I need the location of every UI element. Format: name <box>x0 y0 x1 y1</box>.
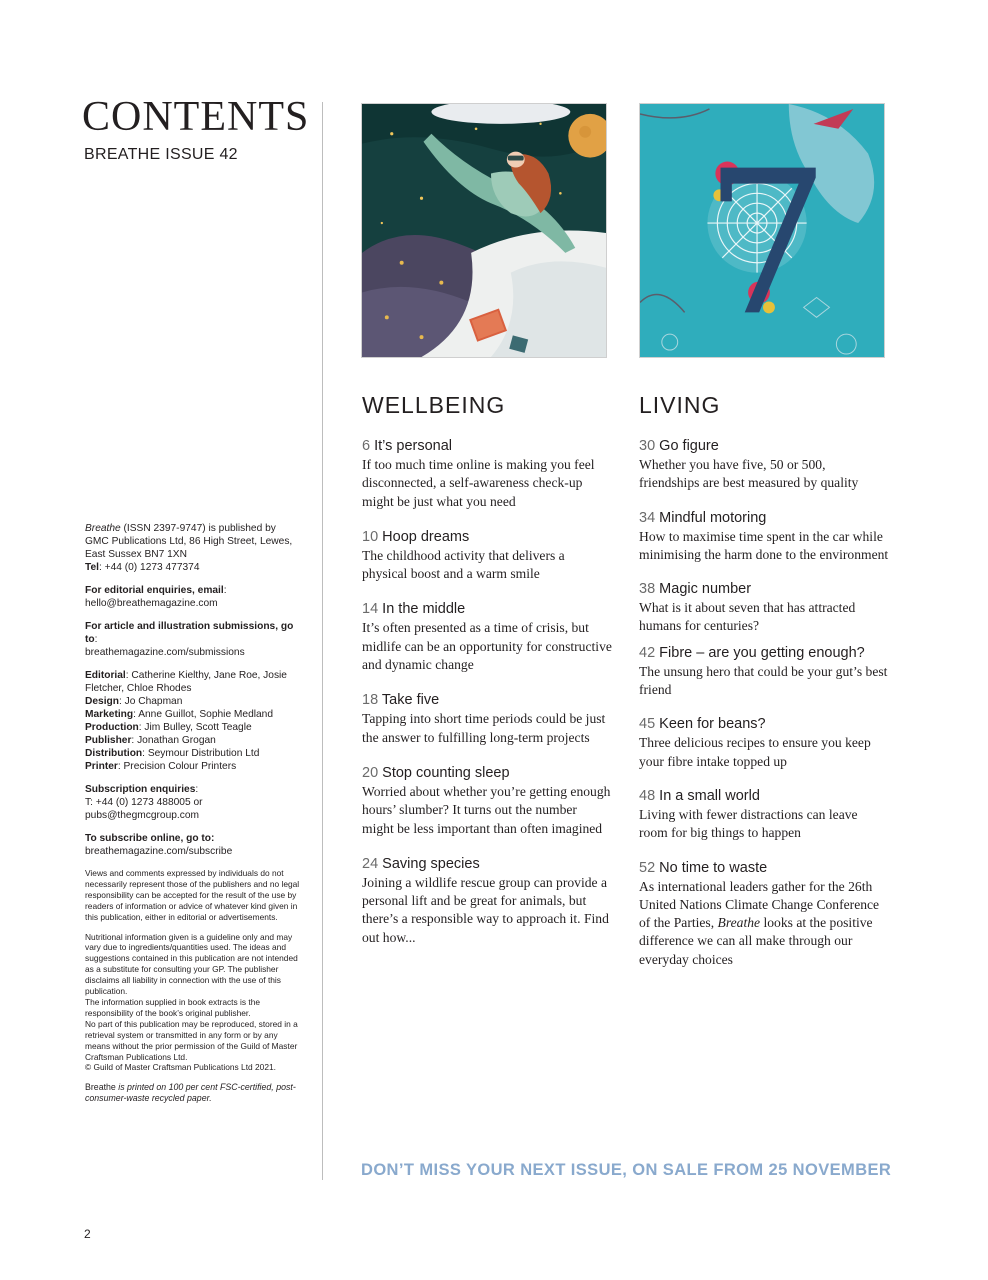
toc-entry[interactable] <box>362 855 612 947</box>
subscribe-label: To subscribe online, go to: <box>85 833 215 844</box>
entry-page: 20 <box>362 764 379 781</box>
entry-page: 52 <box>639 859 656 876</box>
entry-page: 48 <box>639 787 656 804</box>
toc-entry[interactable] <box>639 509 889 565</box>
toc-entry[interactable] <box>362 437 612 511</box>
disclaimer-views: Views and comments expressed by individuals do not necessarily represent those of the publishers and no legal responsibility can be accepted for the result of the use by readers of information or advice of whatever kind given in this publication, either in editorial or advertisements. <box>85 868 300 922</box>
entry-description: Living with fewer distractions can leave room for big things to happen <box>639 806 858 841</box>
submissions-info <box>85 620 300 659</box>
toc-entry[interactable] <box>362 600 612 674</box>
living-heading: LIVING <box>639 392 721 418</box>
entry-title: Stop counting sleep <box>382 764 510 781</box>
credit-names: : Catherine Kielthy, Jane Roe, Josie Fletcher, Chloe Rhodes <box>85 670 287 694</box>
paper-note-text: is printed on 100 per cent FSC-certified, post-consumer-waste recycled paper. <box>85 1082 296 1104</box>
page-number: 2 <box>84 1227 91 1241</box>
entry-description <box>639 878 889 969</box>
entry-page: 45 <box>639 716 656 733</box>
credit-names: : Jo Chapman <box>118 696 183 707</box>
toc-entry[interactable] <box>639 580 889 636</box>
editorial-enquiries <box>85 584 300 610</box>
entry-title: Saving species <box>382 855 480 872</box>
editorial-label: For editorial enquiries, email <box>85 585 224 596</box>
subscribe-online <box>85 832 300 858</box>
credit-role: Editorial <box>85 670 126 681</box>
entry-description: Joining a wildlife rescue group can provide a personal lift and be great for animals, but there’s a responsible way to approach it. Find out how... <box>362 874 609 945</box>
entry-title: In a small world <box>659 787 760 804</box>
disclaimer-copy: No part of this publication may be reproduced, stored in a retrieval system or transmitted in any form or by any means without the prior permission of the Guild of Master Craftsman Publications Ltd. <box>85 1018 298 1062</box>
subscription-colon: : <box>195 784 199 795</box>
entry-description: The unsung hero that could be your gut’s best friend <box>639 663 888 698</box>
toc-entry[interactable] <box>362 764 612 838</box>
publisher-brand: Breathe <box>85 523 121 534</box>
credit-names: : Seymour Distribution Ltd <box>142 748 260 759</box>
submissions-colon: : <box>94 634 98 645</box>
subscription-label: Subscription enquiries <box>85 784 196 795</box>
entry-page: 42 <box>639 644 656 661</box>
submissions-url: breathemagazine.com/submissions <box>85 647 245 658</box>
entry-description: The childhood activity that delivers a physical boost and a warm smile <box>362 547 565 582</box>
entry-description-part: looks at the positive difference we can all make through our everyday choices <box>639 915 873 967</box>
toc-entry[interactable] <box>639 644 889 700</box>
entry-title: It’s personal <box>374 438 453 454</box>
credit-role: Production <box>85 722 139 733</box>
tel-value: : +44 (0) 1273 477374 <box>98 562 200 573</box>
subscription-enquiries <box>85 783 300 822</box>
disclaimer-extracts: The information supplied in book extracts is the responsibility of the book’s original publisher. <box>85 996 261 1018</box>
column-divider <box>322 102 323 1180</box>
paper-brand: Breathe <box>85 1082 116 1093</box>
toc-entry[interactable] <box>362 691 612 747</box>
tel-label: Tel <box>85 562 99 573</box>
paper-note <box>85 1082 300 1104</box>
entry-title: No time to waste <box>659 859 768 876</box>
wellbeing-heading: WELLBEING <box>362 392 506 418</box>
disclaimer-nutrition: Nutritional information given is a guideline only and may vary due to ingredients/quantities used. The ideas and suggestions contained in this publication are not intended as a substitute for consulting your GP. The publisher disclaims all liability in connection with the use of this publication. <box>85 931 298 997</box>
entry-description: Three delicious recipes to ensure you keep your fibre intake topped up <box>639 735 871 769</box>
wellbeing-section <box>362 392 612 964</box>
entry-description: Tapping into short time periods could be just the answer to fulfilling long-term projects <box>362 711 606 745</box>
number-seven-illustration <box>640 104 884 357</box>
credit-role: Design <box>85 696 119 707</box>
entry-description: Whether you have five, 50 or 500, friendships are best measured by quality <box>639 457 859 491</box>
entry-title: Go figure <box>659 438 719 454</box>
entry-page: 24 <box>362 855 379 872</box>
entry-description: What is it about seven that has attracted humans for centuries? <box>639 600 856 634</box>
entry-page: 34 <box>639 509 656 526</box>
credit-names: : Precision Colour Printers <box>117 761 237 772</box>
entry-title: In the middle <box>382 601 466 618</box>
page-title: CONTENTS <box>82 94 310 140</box>
entry-title: Take five <box>381 692 440 709</box>
credit-role: Marketing <box>85 709 134 720</box>
entry-page: 18 <box>362 692 379 709</box>
brand-name: Breathe <box>717 915 761 931</box>
imprint-block <box>85 522 300 1113</box>
entry-title: Mindful motoring <box>659 509 767 526</box>
credit-names: : Jim Bulley, Scott Teagle <box>138 722 252 733</box>
living-illustration <box>639 103 885 358</box>
toc-entry[interactable] <box>362 528 612 584</box>
copyright: © Guild of Master Craftsman Publications Ltd 2021. <box>85 1062 276 1073</box>
credit-role: Publisher <box>85 735 132 746</box>
subscription-email: pubs@thegmcgroup.com <box>85 810 199 821</box>
entry-page: 10 <box>362 528 379 545</box>
credit-names: : Jonathan Grogan <box>131 735 216 746</box>
publisher-line: (ISSN 2397-9747) is published by GMC Publications Ltd, 86 High Street, Lewes, East Sussex BN7 1XN <box>85 523 293 560</box>
publisher-info <box>85 522 300 574</box>
disclaimer-legal <box>85 932 300 1074</box>
entry-description: It’s often presented as a time of crisis, but midlife can be an opportunity for constructive and dynamic change <box>362 620 612 673</box>
numeral-seven: 7 <box>703 128 831 357</box>
entry-title: Magic number <box>659 581 752 598</box>
toc-entry[interactable] <box>639 437 889 493</box>
credit-role: Printer <box>85 761 118 772</box>
entry-page: 6 <box>362 438 371 454</box>
credit-names: : Anne Guillot, Sophie Medland <box>133 709 274 720</box>
subscription-phone: T: +44 (0) 1273 488005 or <box>85 797 203 808</box>
submissions-label: For article and illustration submissions, go to <box>85 621 294 645</box>
editorial-email: hello@breathemagazine.com <box>85 598 218 609</box>
editorial-colon: : <box>223 585 227 596</box>
wellbeing-illustration <box>361 103 607 358</box>
entry-title: Keen for beans? <box>659 716 766 733</box>
entry-description: Worried about whether you’re getting enough hours’ slumber? It turns out the number might be less important than often imagined <box>362 783 611 836</box>
entry-title: Hoop dreams <box>382 528 470 545</box>
entry-page: 30 <box>639 438 656 454</box>
living-section <box>639 392 889 985</box>
sleeping-woman-illustration <box>362 104 606 357</box>
toc-entry[interactable] <box>639 859 889 969</box>
credits-list <box>85 669 300 773</box>
entry-description: How to maximise time spent in the car while minimising the harm done to the environment <box>639 528 889 562</box>
entry-page: 14 <box>362 601 379 618</box>
next-issue-banner: DON’T MISS YOUR NEXT ISSUE, ON SALE FROM 25 NOVEMBER <box>361 1161 892 1179</box>
credit-role: Distribution <box>85 748 143 759</box>
entry-page: 38 <box>639 581 656 598</box>
entry-title: Fibre – are you getting enough? <box>659 644 865 661</box>
toc-entry[interactable] <box>639 715 889 771</box>
entry-description-part: As international leaders gather for the 26th United Nations Climate Change Conference of the Parties, <box>639 878 880 931</box>
subscribe-url: breathemagazine.com/subscribe <box>85 846 233 857</box>
issue-label: BREATHE ISSUE 42 <box>84 146 238 163</box>
toc-entry[interactable] <box>639 787 889 843</box>
entry-description: If too much time online is making you feel disconnected, a self-awareness check-up might be just what you need <box>362 457 595 509</box>
